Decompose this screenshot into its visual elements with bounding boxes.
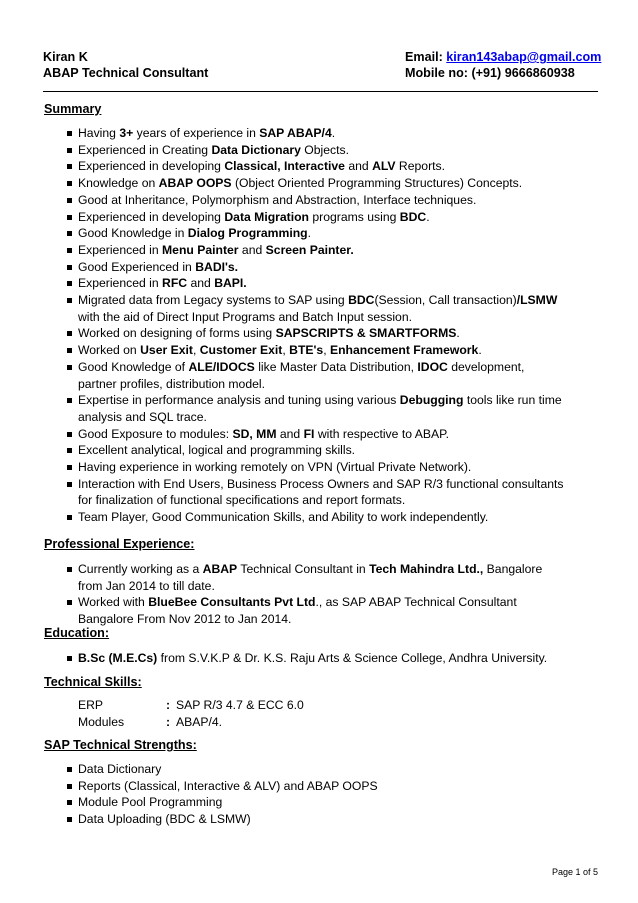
list-item: Currently working as a ABAP Technical Consultant in Tech Mahindra Ltd., Bangalore from Jan 2014 to till date.: [66, 561, 566, 594]
list-item: Worked on designing of forms using SAPSCRIPTS & SMARTFORMS.: [66, 325, 566, 342]
skill-row-modules: Modules : ABAP/4.: [78, 714, 223, 729]
list-item: Experienced in RFC and BAPI.: [66, 275, 566, 292]
page-number: Page 1 of 5: [551, 867, 598, 877]
header-divider: [43, 91, 598, 92]
skill-row-erp: ERP : SAP R/3 4.7 & ECC 6.0: [78, 698, 304, 712]
list-item: Good Knowledge in Dialog Programming.: [66, 225, 566, 242]
strengths-list: [66, 761, 566, 828]
education-heading: Education:: [44, 626, 110, 640]
candidate-title: ABAP Technical Consultant: [43, 65, 209, 80]
technical-skills-heading: Technical Skills:: [44, 675, 142, 689]
email-link[interactable]: kiran143abap@gmail.com: [446, 50, 602, 64]
list-item: B.Sc (M.E.Cs) from S.V.K.P & Dr. K.S. Raju Arts & Science College, Andhra University.: [66, 650, 566, 667]
list-item: Migrated data from Legacy systems to SAP using BDC(Session, Call transaction)/LSMW with the aid of Direct Input Programs and Batch Input session.: [66, 292, 566, 325]
list-item: Excellent analytical, logical and programming skills.: [66, 442, 566, 459]
list-item: Experienced in Menu Painter and Screen Painter.: [66, 242, 566, 259]
mobile-number: Mobile no: (+91) 9666860938: [405, 65, 575, 80]
list-item: Experienced in developing Data Migration programs using BDC.: [66, 209, 566, 226]
experience-heading: Professional Experience:: [44, 537, 195, 551]
summary-list: [66, 125, 566, 526]
education-list: [66, 650, 566, 667]
list-item: Data Uploading (BDC & LSMW): [66, 811, 566, 828]
experience-list: [66, 561, 566, 628]
list-item: Interaction with End Users, Business Process Owners and SAP R/3 functional consultants for finalization of functional specifications and report formats.: [66, 476, 566, 509]
list-item: Module Pool Programming: [66, 794, 566, 811]
list-item: Good Experienced in BADI's.: [66, 259, 566, 276]
list-item: Good Knowledge of ALE/IDOCS like Master Data Distribution, IDOC development, partner profiles, distribution model.: [66, 359, 566, 392]
list-item: Good at Inheritance, Polymorphism and Abstraction, Interface techniques.: [66, 192, 566, 209]
email-line: Email: kiran143abap@gmail.com: [405, 50, 602, 64]
candidate-name: Kiran K: [43, 50, 88, 64]
list-item: Reports (Classical, Interactive & ALV) and ABAP OOPS: [66, 778, 566, 795]
list-item: Team Player, Good Communication Skills, and Ability to work independently.: [66, 509, 566, 526]
summary-heading: Summary: [44, 102, 102, 116]
list-item: Expertise in performance analysis and tuning using various Debugging tools like run time analysis and SQL trace.: [66, 392, 566, 425]
list-item: Worked with BlueBee Consultants Pvt Ltd., as SAP ABAP Technical Consultant Bangalore From Nov 2012 to Jan 2014.: [66, 594, 566, 627]
list-item: Having 3+ years of experience in SAP ABAP/4.: [66, 125, 566, 142]
list-item: Experienced in Creating Data Dictionary Objects.: [66, 142, 566, 159]
list-item: Data Dictionary: [66, 761, 566, 778]
list-item: Experienced in developing Classical, Interactive and ALV Reports.: [66, 158, 566, 175]
list-item: Having experience in working remotely on VPN (Virtual Private Network).: [66, 459, 566, 476]
list-item: Worked on User Exit, Customer Exit, BTE's, Enhancement Framework.: [66, 342, 566, 359]
sap-strengths-heading: SAP Technical Strengths:: [44, 738, 197, 752]
technical-skills-table: [78, 697, 304, 730]
list-item: Knowledge on ABAP OOPS (Object Oriented Programming Structures) Concepts.: [66, 175, 566, 192]
list-item: Good Exposure to modules: SD, MM and FI with respective to ABAP.: [66, 426, 566, 443]
